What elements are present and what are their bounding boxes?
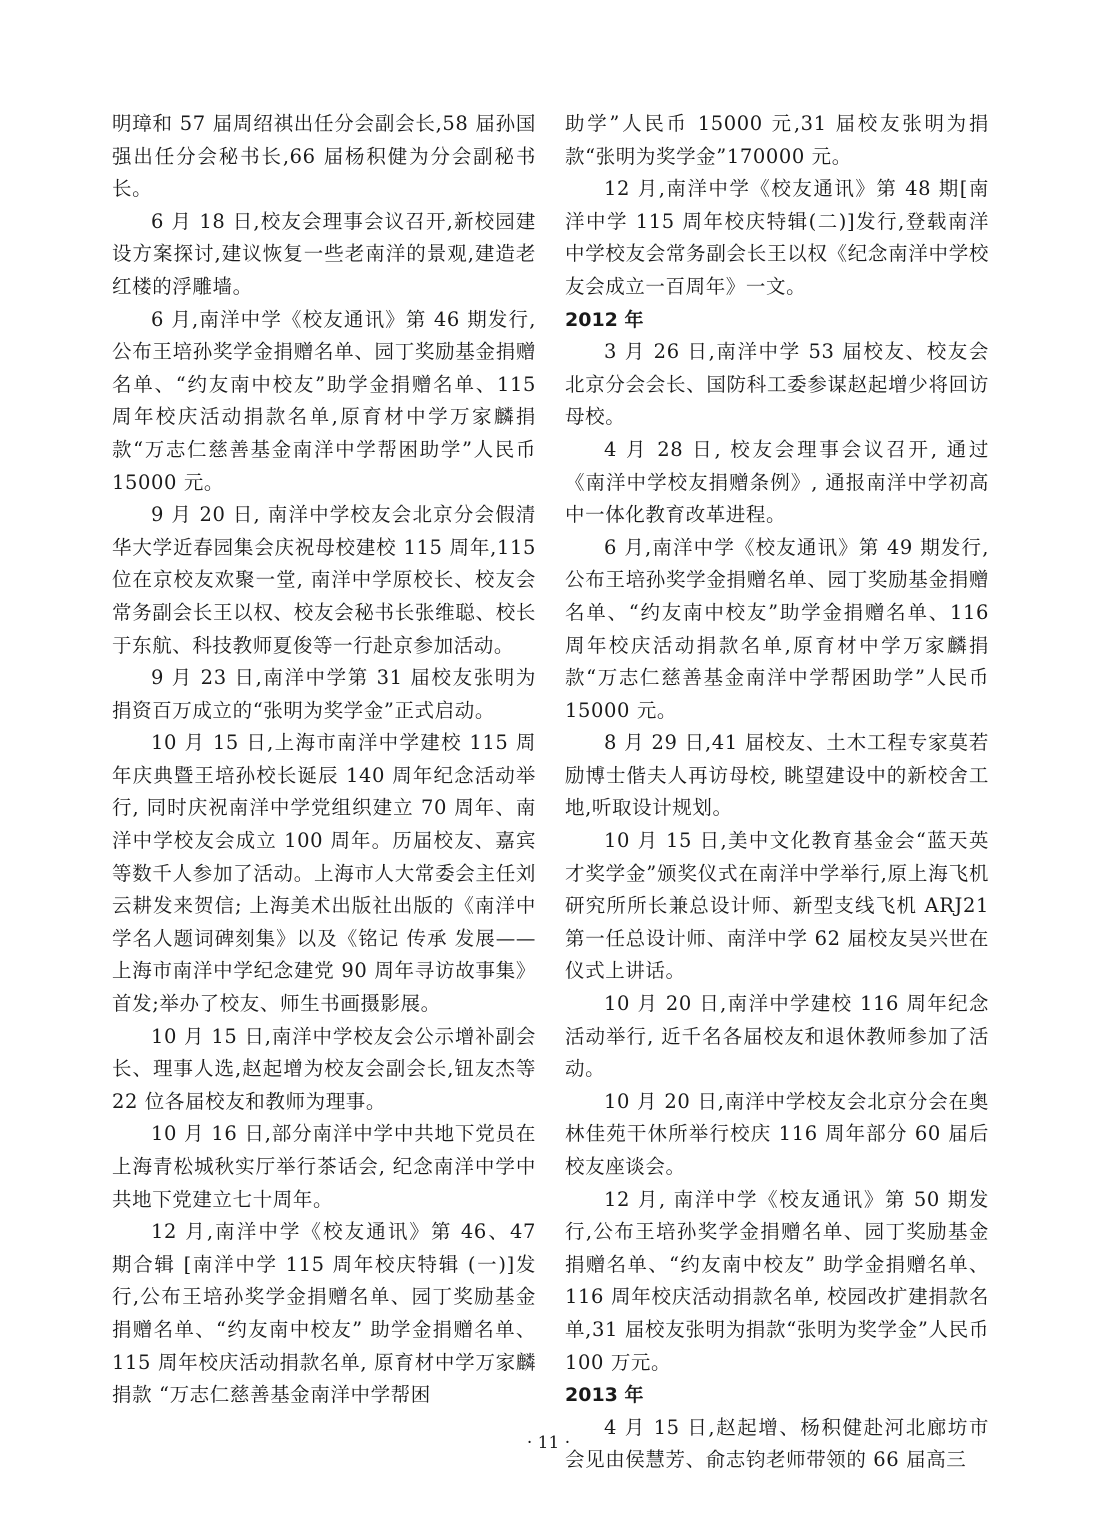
- paragraph: 9 月 20 日, 南洋中学校友会北京分会假清华大学近春园集会庆祝母校建校 115 周年,115 位在京校友欢聚一堂, 南洋中学原校长、校友会常务副会长王以权、校友会秘书长张维聪、校长于东航、科技教师夏俊等一行赴京参加活动。: [112, 503, 536, 657]
- year-heading: 2013 年: [565, 1384, 644, 1407]
- paragraph: 10 月 15 日,南洋中学校友会公示增补副会长、理事人选,赵起增为校友会副会长,钮友杰等 22 位各届校友和教师为理事。: [112, 1024, 536, 1113]
- left-column: [112, 108, 536, 1412]
- paragraph: 4 月 28 日, 校友会理事会议召开, 通过《南洋中学校友捐赠条例》, 通报南洋中学初高中一体化教育改革进程。: [565, 437, 989, 527]
- paragraph: 10 月 15 日,上海市南洋中学建校 115 周年庆典暨王培孙校长诞辰 140 周年纪念活动举行, 同时庆祝南洋中学党组织建立 70 周年、南洋中学校友会成立 100 周年。历届校友、嘉宾等数千人参加了活动。上海市人大常委会主任刘云耕发来贺信; 上海美术出版社出版的《南洋中学名人题词碑刻集》以及《铭记 传承 发展——上海市南洋中学纪念建党 90 周年寻访故事集》首发;举办了校友、师生书画摄影展。: [112, 731, 536, 1016]
- paragraph: 8 月 29 日,41 届校友、土木工程专家莫若励博士偕夫人再访母校, 眺望建设中的新校舍工地,听取设计规划。: [565, 731, 989, 820]
- paragraph: 10 月 20 日,南洋中学校友会北京分会在奥林佳苑干休所举行校庆 116 周年部分 60 届后校友座谈会。: [565, 1089, 989, 1178]
- paragraph: 10 月 16 日,部分南洋中学中共地下党员在上海青松城秋实厅举行茶话会, 纪念南洋中学中共地下党建立七十周年。: [112, 1122, 536, 1211]
- paragraph: 6 月,南洋中学《校友通讯》第 49 期发行,公布王培孙奖学金捐赠名单、园丁奖励基金捐赠名单、“约友南中校友”助学金捐赠名单、116 周年校庆活动捐款名单,原育材中学万家麟捐款“万志仁慈善基金南洋中学帮困助学”人民币 15000 元。: [565, 535, 989, 722]
- paragraph: 助学”人民币 15000 元,31 届校友张明为捐款“张明为奖学金”170000 元。: [565, 112, 989, 168]
- paragraph: 6 月 18 日,校友会理事会议召开,新校园建设方案探讨,建议恢复一些老南洋的景观,建造老红楼的浮雕墙。: [112, 209, 536, 298]
- paragraph: 12 月,南洋中学《校友通讯》第 46、47 期合辑 [南洋中学 115 周年校庆特辑 (一)]发行,公布王培孙奖学金捐赠名单、园丁奖励基金捐赠名单、“约友南中校友” 助学金捐赠名单、115 周年校庆活动捐款名单, 原育材中学万家麟捐款 “万志仁慈善基金南洋中学帮困: [112, 1220, 536, 1407]
- right-column: [565, 108, 989, 1477]
- year-heading: 2012 年: [565, 308, 644, 331]
- paragraph: 9 月 23 日,南洋中学第 31 届校友张明为捐资百万成立的“张明为奖学金”正式启动。: [112, 666, 536, 722]
- paragraph: 6 月,南洋中学《校友通讯》第 46 期发行,公布王培孙奖学金捐赠名单、园丁奖励基金捐赠名单、“约友南中校友”助学金捐赠名单、115 周年校庆活动捐款名单,原育材中学万家麟捐款“万志仁慈善基金南洋中学帮困助学”人民币 15000 元。: [112, 307, 536, 494]
- paragraph: 3 月 26 日,南洋中学 53 届校友、校友会北京分会会长、国防科工委参谋赵起增少将回访母校。: [565, 340, 989, 429]
- paragraph: 12 月,南洋中学《校友通讯》第 48 期[南洋中学 115 周年校庆特辑(二)]发行,登载南洋中学校友会常务副会长王以权《纪念南洋中学校友会成立一百周年》一文。: [565, 177, 989, 298]
- paragraph: 10 月 15 日,美中文化教育基金会“蓝天英才奖学金”颁奖仪式在南洋中学举行,原上海飞机研究所所长兼总设计师、新型支线飞机 ARJ21 第一任总设计师、南洋中学 62 届校友吴兴世在仪式上讲话。: [565, 829, 989, 983]
- paragraph: 12 月, 南洋中学《校友通讯》第 50 期发行,公布王培孙奖学金捐赠名单、园丁奖励基金捐赠名单、“约友南中校友” 助学金捐赠名单、116 周年校庆活动捐款名单, 校园改扩建捐款名单,31 届校友张明为捐款“张明为奖学金”人民币 100 万元。: [565, 1187, 989, 1374]
- paragraph: 10 月 20 日,南洋中学建校 116 周年纪念活动举行, 近千名各届校友和退休教师参加了活动。: [565, 992, 989, 1081]
- paragraph: 4 月 15 日,赵起增、杨积健赴河北廊坊市会见由侯慧芳、俞志钧老师带领的 66 届高三: [565, 1415, 989, 1472]
- paragraph: 明璋和 57 届周绍祺出任分会副会长,58 届孙国强出任分会秘书长,66 届杨积健为分会副秘书长。: [112, 112, 536, 201]
- page-number: · 11 ·: [526, 1433, 571, 1453]
